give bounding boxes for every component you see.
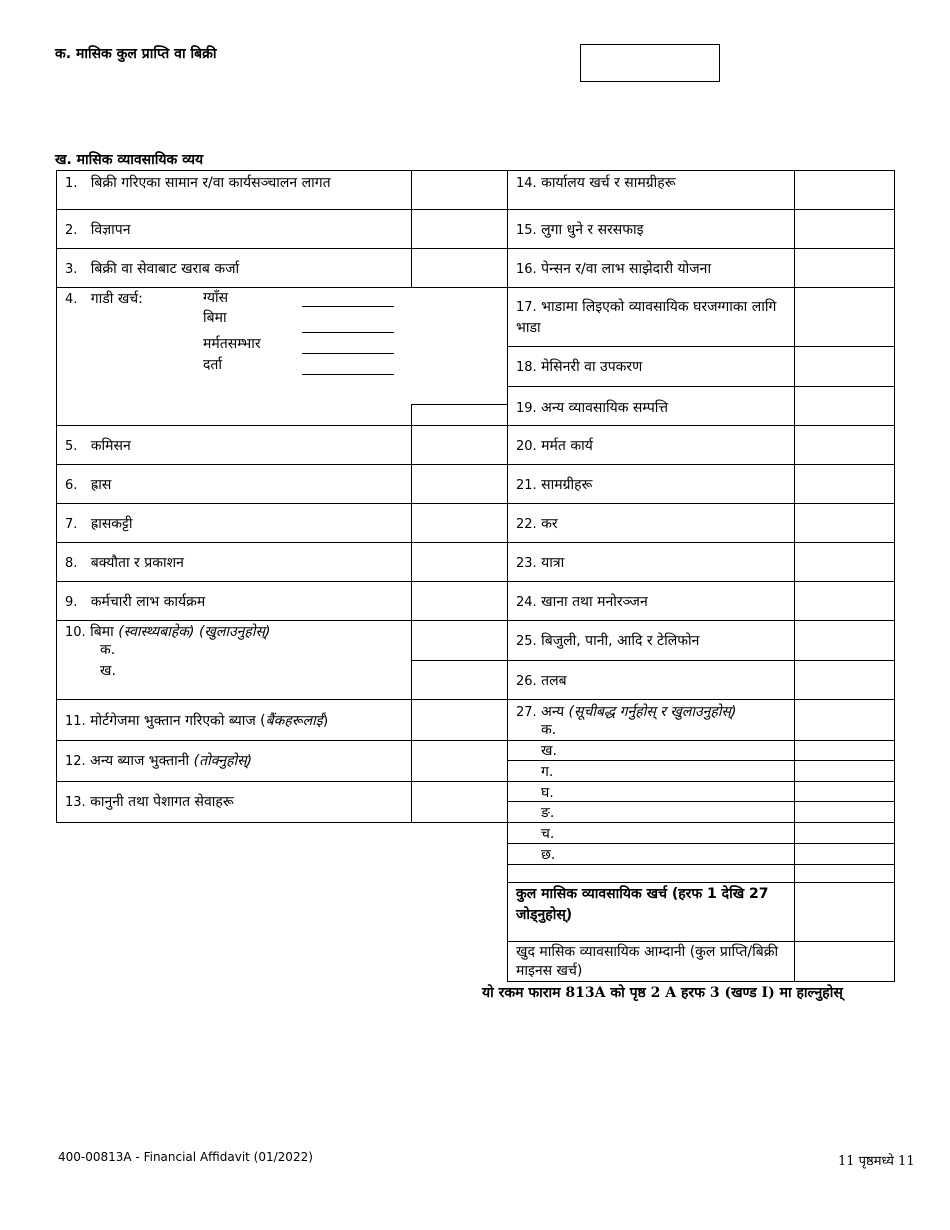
item-11: 11. मोर्टगेजमा भुक्तान गरिएको ब्याज (बैंकहरूलाई): [65, 713, 329, 729]
item-1: 1. बिक्री गरिएका सामान र/वा कार्यसञ्चालन लागत: [65, 175, 331, 191]
amount-cell-15[interactable]: [795, 210, 894, 248]
item-24: 24. खाना तथा मनोरञ्जन: [516, 594, 648, 610]
amount-cell-27g[interactable]: [795, 844, 894, 864]
vehicle-registration-label: दर्ता: [203, 357, 223, 373]
item-26: 26. तलब: [516, 673, 567, 689]
item-21: 21. सामग्रीहरू: [516, 477, 593, 493]
amount-cell-18[interactable]: [795, 347, 894, 386]
other-sub-b: ख.: [541, 743, 557, 759]
amount-cell-13[interactable]: [412, 782, 507, 822]
amount-cell-10a[interactable]: [412, 621, 507, 660]
gross-receipts-input[interactable]: [580, 44, 720, 82]
amount-cell-2[interactable]: [412, 210, 507, 248]
item-23: 23. यात्रा: [516, 555, 565, 571]
amount-cell-26[interactable]: [795, 661, 894, 699]
total-expense-cell[interactable]: [795, 883, 894, 941]
vehicle-insurance-blank[interactable]: [302, 332, 394, 333]
insurance-sub-b: ख.: [100, 663, 116, 679]
item-15: 15. लुगा धुने र सरसफाइ: [516, 222, 644, 238]
amount-cell-27f[interactable]: [795, 823, 894, 843]
item-22: 22. कर: [516, 516, 558, 532]
amount-cell-24[interactable]: [795, 582, 894, 620]
amount-cell-25[interactable]: [795, 621, 894, 660]
item-10: 10. बिमा (स्वास्थ्यबाहेक) (खुलाउनुहोस्): [65, 624, 271, 640]
amount-cell-27b[interactable]: [795, 741, 894, 760]
item-17: 17. भाडामा लिइएको व्यावसायिक घरजग्गाका लागि भाडा: [516, 299, 777, 336]
item-8: 8. बक्यौता र प्रकाशन: [65, 555, 184, 571]
page-number: 11 पृष्ठमध्ये 11: [838, 1154, 915, 1169]
item-9: 9. कर्मचारी लाभ कार्यक्रम: [65, 594, 206, 610]
item-14: 14. कार्यालय खर्च र सामग्रीहरू: [516, 175, 676, 191]
amount-cell-5[interactable]: [412, 426, 507, 464]
amount-cell-21[interactable]: [795, 465, 894, 503]
total-expense-label: कुल मासिक व्यावसायिक खर्च (हरफ 1 देखि 27 जोड्नुहोस्): [516, 886, 769, 923]
item-12: 12. अन्य ब्याज भुक्तानी (तोक्नुहोस्): [65, 753, 253, 769]
section-b-title: ख. मासिक व्यावसायिक व्यय: [55, 152, 204, 168]
amount-cell-7[interactable]: [412, 504, 507, 542]
amount-cell-22[interactable]: [795, 504, 894, 542]
vehicle-maintenance-blank[interactable]: [302, 353, 394, 354]
other-sub-g: छ.: [541, 847, 556, 863]
vehicle-gas-blank[interactable]: [302, 306, 394, 307]
item-20: 20. मर्मत कार्य: [516, 438, 593, 454]
net-income-label: खुद मासिक व्यावसायिक आम्दानी (कुल प्राप्ति/बिक्री माइनस खर्च): [516, 944, 779, 979]
amount-cell-3[interactable]: [412, 249, 507, 287]
item-7: 7. ह्रासकट्टी: [65, 516, 133, 532]
item-18: 18. मेसिनरी वा उपकरण: [516, 359, 643, 375]
insurance-sub-a: क.: [100, 642, 116, 658]
amount-cell-16[interactable]: [795, 249, 894, 287]
other-sub-e: ङ.: [541, 805, 555, 821]
amount-cell-6[interactable]: [412, 465, 507, 503]
amount-cell-1[interactable]: [412, 171, 507, 209]
item-13: 13. कानुनी तथा पेशागत सेवाहरू: [65, 794, 234, 810]
amount-cell-10b[interactable]: [412, 661, 507, 699]
vehicle-gas-label: ग्याँस: [203, 290, 229, 306]
amount-cell-17[interactable]: [795, 288, 894, 346]
item-6: 6. ह्रास: [65, 477, 112, 493]
section-a-title: क. मासिक कुल प्राप्ति वा बिक्री: [55, 46, 217, 62]
amount-cell-14[interactable]: [795, 171, 894, 209]
item-3: 3. बिक्री वा सेवाबाट खराब कर्जा: [65, 261, 240, 277]
vehicle-insurance-label: बिमा: [203, 310, 227, 326]
amount-cell-27e[interactable]: [795, 802, 894, 822]
item-19: 19. अन्य व्यावसायिक सम्पत्ति: [516, 400, 669, 416]
item-25: 25. बिजुली, पानी, आदि र टेलिफोन: [516, 633, 700, 649]
other-sub-f: च.: [541, 826, 555, 842]
item-27: 27. अन्य (सूचीबद्ध गर्नुहोस् र खुलाउनुहोस्): [516, 704, 737, 720]
other-sub-c: ग.: [541, 764, 554, 780]
amount-cell-8[interactable]: [412, 543, 507, 581]
amount-cell-11[interactable]: [412, 700, 507, 740]
amount-cell-20[interactable]: [795, 426, 894, 464]
amount-cell-19[interactable]: [795, 387, 894, 425]
amount-cell-23[interactable]: [795, 543, 894, 581]
amount-cell-27c[interactable]: [795, 761, 894, 781]
form-id: 400-00813A - Financial Affidavit (01/2022): [58, 1150, 313, 1164]
amount-cell-27a[interactable]: [795, 700, 894, 740]
net-income-cell[interactable]: [795, 942, 894, 981]
amount-cell-12[interactable]: [412, 741, 507, 781]
transfer-instruction: यो रकम फाराम 813A को पृष्ठ 2 A हरफ 3 (खण्ड I) मा हाल्नुहोस्: [482, 985, 843, 1001]
item-5: 5. कमिसन: [65, 438, 131, 454]
amount-cell-4[interactable]: [412, 405, 507, 425]
item-2: 2. विज्ञापन: [65, 222, 131, 238]
vehicle-maintenance-label: मर्मतसम्भार: [203, 336, 261, 352]
item-16: 16. पेन्सन र/वा लाभ साझेदारी योजना: [516, 261, 712, 277]
other-sub-a: क.: [541, 722, 557, 738]
amount-cell-27d[interactable]: [795, 782, 894, 801]
vehicle-registration-blank[interactable]: [302, 374, 394, 375]
other-sub-d: घ.: [541, 785, 554, 801]
item-4: 4. गाडी खर्च:: [65, 291, 143, 307]
amount-cell-9[interactable]: [412, 582, 507, 620]
